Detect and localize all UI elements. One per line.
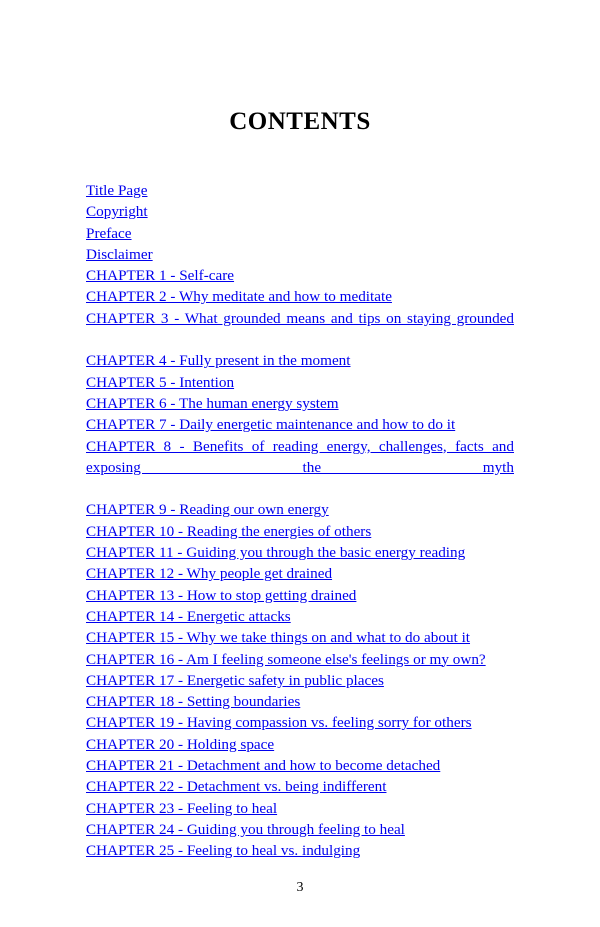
toc-link[interactable]: CHAPTER 16 - Am I feeling someone else's feelings or my own? xyxy=(86,650,486,668)
toc-link[interactable]: CHAPTER 3 - What grounded means and tips on staying grounded xyxy=(86,309,514,327)
toc-link[interactable]: CHAPTER 14 - Energetic attacks xyxy=(86,607,291,625)
toc-link[interactable]: CHAPTER 12 - Why people get drained xyxy=(86,565,333,583)
table-of-contents xyxy=(86,180,514,862)
toc-link[interactable]: Preface xyxy=(86,224,132,242)
toc-link[interactable]: CHAPTER 23 - Feeling to heal xyxy=(86,799,278,817)
toc-link[interactable]: CHAPTER 4 - Fully present in the moment xyxy=(86,352,351,370)
toc-link[interactable]: CHAPTER 21 - Detachment and how to become detached xyxy=(86,757,441,775)
toc-link[interactable]: CHAPTER 5 - Intention xyxy=(86,373,235,391)
toc-link[interactable]: CHAPTER 11 - Guiding you through the basic energy reading xyxy=(86,544,466,562)
toc-link[interactable]: CHAPTER 2 - Why meditate and how to meditate xyxy=(86,288,392,306)
toc-link[interactable]: CHAPTER 17 - Energetic safety in public places xyxy=(86,671,384,689)
toc-link[interactable]: CHAPTER 8 - Benefits of reading energy, challenges, facts and exposing the myth xyxy=(86,437,514,476)
toc-link[interactable]: CHAPTER 15 - Why we take things on and what to do about it xyxy=(86,629,471,647)
page-title: CONTENTS xyxy=(229,108,371,135)
toc-link[interactable]: CHAPTER 1 - Self-care xyxy=(86,267,235,285)
toc-link[interactable]: CHAPTER 20 - Holding space xyxy=(86,735,275,753)
toc-link[interactable]: Title Page xyxy=(86,182,148,199)
toc-link[interactable]: CHAPTER 9 - Reading our own energy xyxy=(86,501,329,519)
toc-link[interactable]: CHAPTER 25 - Feeling to heal vs. indulging xyxy=(86,842,361,860)
toc-link[interactable]: Copyright xyxy=(86,203,148,221)
toc-link[interactable]: CHAPTER 6 - The human energy system xyxy=(86,394,339,412)
toc-link[interactable]: CHAPTER 7 - Daily energetic maintenance and how to do it xyxy=(86,416,456,434)
toc-link[interactable]: CHAPTER 10 - Reading the energies of others xyxy=(86,522,372,540)
toc-link[interactable]: Disclaimer xyxy=(86,245,153,263)
page-number: 3 xyxy=(296,880,304,895)
toc-link[interactable]: CHAPTER 22 - Detachment vs. being indifferent xyxy=(86,778,387,796)
toc-link[interactable]: CHAPTER 18 - Setting boundaries xyxy=(86,693,301,711)
toc-link[interactable]: CHAPTER 19 - Having compassion vs. feeling sorry for others xyxy=(86,714,472,732)
toc-link[interactable]: CHAPTER 13 - How to stop getting drained xyxy=(86,586,357,604)
toc-link[interactable]: CHAPTER 24 - Guiding you through feeling to heal xyxy=(86,820,405,838)
